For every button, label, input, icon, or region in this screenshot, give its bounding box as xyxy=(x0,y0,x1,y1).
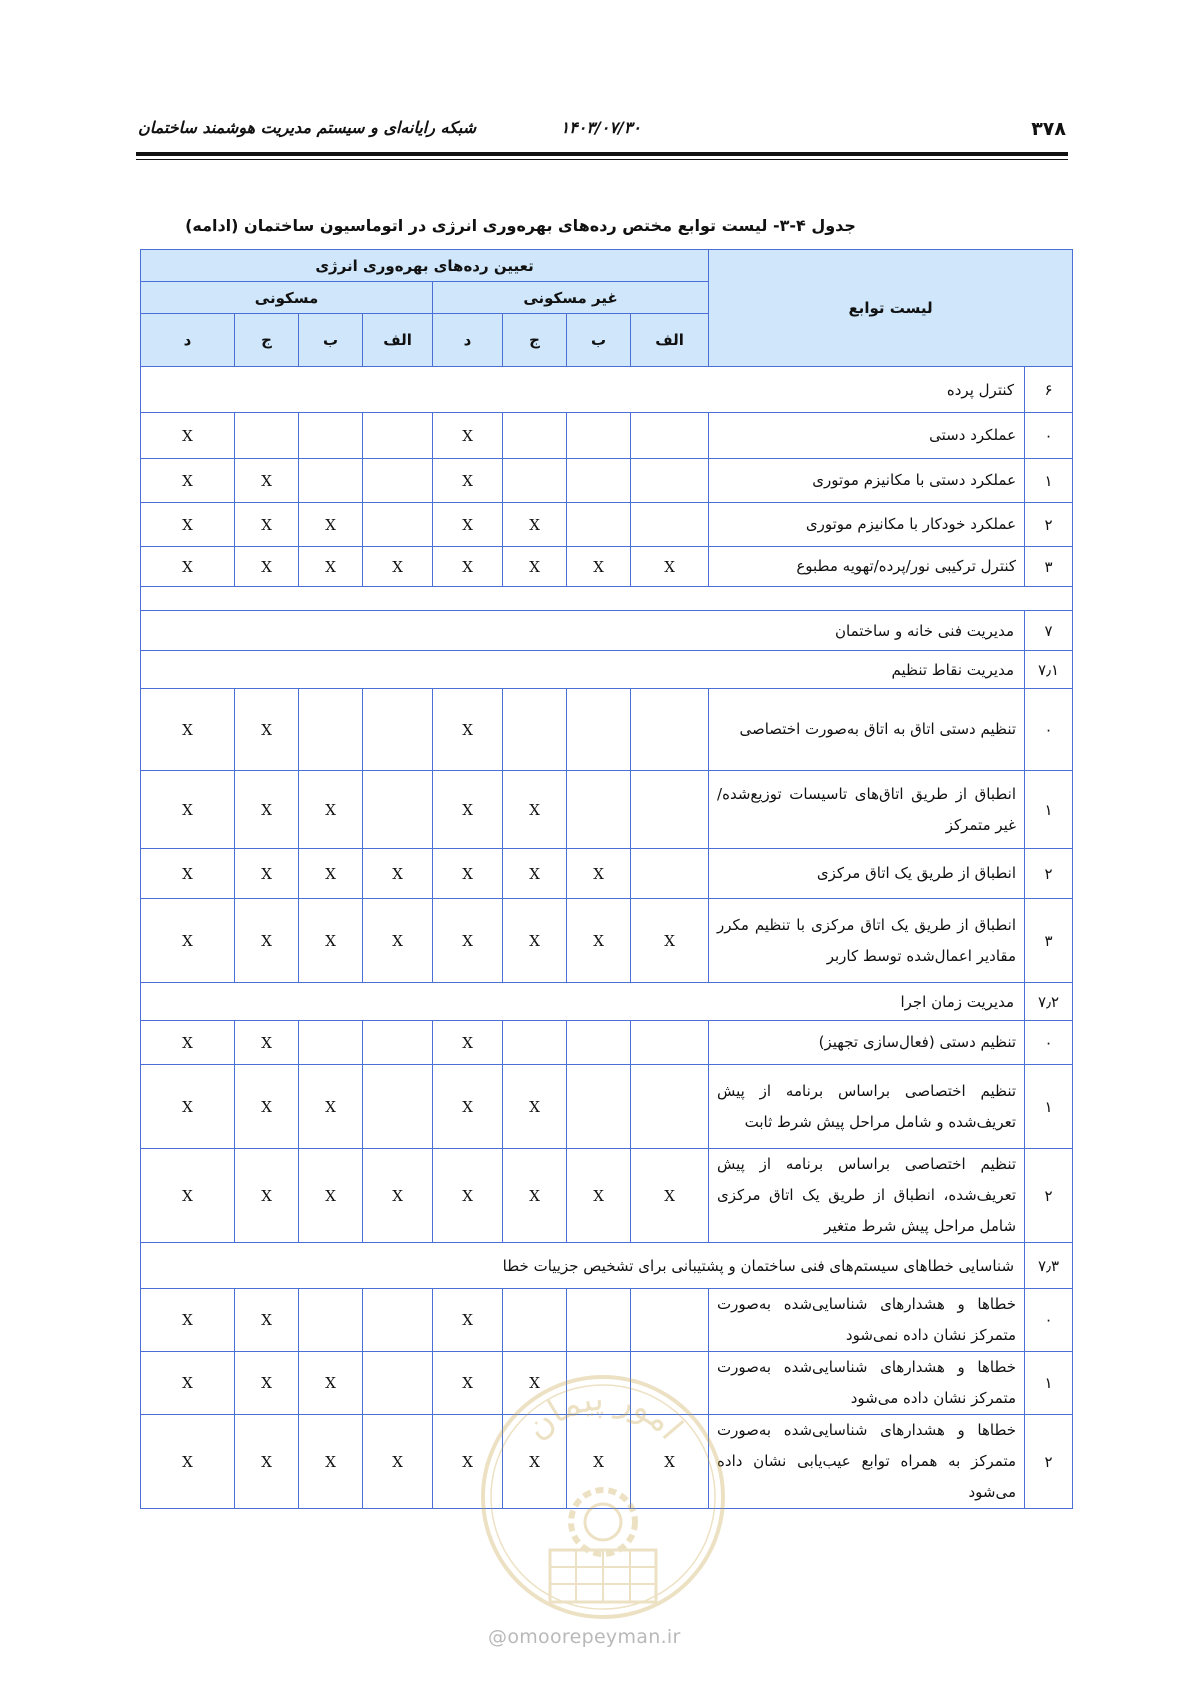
function-name: تنظیم اختصاصی براساس برنامه از پیش تعریف‌شده و شامل مراحل پیش شرط ثابت xyxy=(709,1065,1025,1149)
function-name: تنظیم اختصاصی براساس برنامه از پیش تعریف‌شده، انطباق از طریق یک اتاق مرکزی شامل مراحل پیش شرط متغیر xyxy=(709,1149,1025,1243)
class-mark: X xyxy=(141,1352,235,1415)
table-row xyxy=(141,413,1073,459)
class-mark: X xyxy=(299,503,363,547)
function-name: انطباق از طریق یک اتاق مرکزی با تنظیم مکرر مقادیر اعمال‌شده توسط کاربر xyxy=(709,899,1025,983)
row-number: ۲ xyxy=(1025,503,1073,547)
row-number: ۰ xyxy=(1025,1021,1073,1065)
class-mark xyxy=(503,1289,567,1352)
class-mark: X xyxy=(433,849,503,899)
class-mark: X xyxy=(433,1289,503,1352)
function-name: تنظیم دستی (فعال‌سازی تجهیز) xyxy=(709,1021,1025,1065)
section-row xyxy=(141,651,1073,689)
function-name: تنظیم دستی اتاق به اتاق به‌صورت اختصاصی xyxy=(709,689,1025,771)
row-number: ۱ xyxy=(1025,771,1073,849)
header-date: ۱۴۰۳/۰۷/۳۰ xyxy=(560,118,641,137)
class-mark xyxy=(567,459,631,503)
class-mark: X xyxy=(141,459,235,503)
energy-class-table xyxy=(140,249,1073,1509)
class-mark: X xyxy=(503,1149,567,1243)
section-title: کنترل پرده xyxy=(141,367,1025,413)
class-mark: X xyxy=(299,1352,363,1415)
watermark-text: omoorepeyman.ir xyxy=(507,1626,681,1648)
section-row xyxy=(141,367,1073,413)
class-mark: X xyxy=(235,771,299,849)
col-header-nr-dal: د xyxy=(433,314,503,367)
class-mark: X xyxy=(141,1065,235,1149)
class-mark xyxy=(567,413,631,459)
table-row xyxy=(141,547,1073,587)
function-name: عملکرد خودکار با مکانیزم موتوری xyxy=(709,503,1025,547)
class-mark: X xyxy=(363,849,433,899)
class-mark xyxy=(503,689,567,771)
section-row xyxy=(141,611,1073,651)
row-number: ۲ xyxy=(1025,849,1073,899)
function-name: خطاها و هشدارهای شناسایی‌شده به‌صورت متمرکز نشان داده نمی‌شود xyxy=(709,1289,1025,1352)
class-mark: X xyxy=(299,1415,363,1509)
class-mark xyxy=(299,459,363,503)
section-title: مدیریت فنی خانه و ساختمان xyxy=(141,611,1025,651)
class-mark xyxy=(299,413,363,459)
class-mark: X xyxy=(567,1415,631,1509)
col-header-class-group: تعیین رده‌های بهره‌وری انرژی xyxy=(141,250,709,282)
section-title: مدیریت نقاط تنظیم xyxy=(141,651,1025,689)
class-mark xyxy=(363,1289,433,1352)
table-caption: جدول ۴-۳- لیست توابع مختص رده‌های بهره‌وری انرژی در اتوماسیون ساختمان (ادامه) xyxy=(185,216,856,235)
class-mark: X xyxy=(433,1021,503,1065)
function-name: عملکرد دستی xyxy=(709,413,1025,459)
row-number: ۲ xyxy=(1025,1149,1073,1243)
col-header-residential: مسکونی xyxy=(141,282,433,314)
class-mark xyxy=(363,459,433,503)
class-mark: X xyxy=(299,899,363,983)
class-mark: X xyxy=(567,899,631,983)
class-mark: X xyxy=(235,547,299,587)
class-mark xyxy=(631,459,709,503)
table-row xyxy=(141,689,1073,771)
class-mark: X xyxy=(141,1149,235,1243)
class-mark xyxy=(299,689,363,771)
class-mark: X xyxy=(363,899,433,983)
table-row xyxy=(141,459,1073,503)
class-mark xyxy=(567,1352,631,1415)
col-header-r-alef: الف xyxy=(363,314,433,367)
class-mark xyxy=(567,1021,631,1065)
class-mark: X xyxy=(141,1021,235,1065)
class-mark xyxy=(299,1289,363,1352)
class-mark: X xyxy=(141,413,235,459)
class-mark xyxy=(631,1065,709,1149)
class-mark: X xyxy=(235,1289,299,1352)
class-mark: X xyxy=(503,547,567,587)
class-mark: X xyxy=(631,899,709,983)
row-number: ۱ xyxy=(1025,459,1073,503)
class-mark: X xyxy=(567,547,631,587)
class-mark xyxy=(631,771,709,849)
class-mark: X xyxy=(141,1415,235,1509)
function-name: کنترل ترکیبی نور/پرده/تهویه مطبوع xyxy=(709,547,1025,587)
class-mark xyxy=(363,771,433,849)
class-mark xyxy=(503,413,567,459)
class-mark xyxy=(363,503,433,547)
class-mark: X xyxy=(235,1149,299,1243)
class-mark xyxy=(363,1352,433,1415)
class-mark: X xyxy=(433,459,503,503)
watermark-url: @omoorepeyman.ir xyxy=(488,1626,681,1648)
class-mark: X xyxy=(235,459,299,503)
class-mark xyxy=(235,413,299,459)
class-mark: X xyxy=(631,1149,709,1243)
class-mark: X xyxy=(433,503,503,547)
class-mark: X xyxy=(141,689,235,771)
class-mark: X xyxy=(141,899,235,983)
page-number: ۳۷۸ xyxy=(1031,118,1066,140)
class-mark xyxy=(631,413,709,459)
table-row xyxy=(141,1021,1073,1065)
header-rule-thin xyxy=(136,159,1068,160)
table-row xyxy=(141,771,1073,849)
class-mark: X xyxy=(567,1149,631,1243)
section-row xyxy=(141,983,1073,1021)
class-mark: X xyxy=(503,849,567,899)
class-mark xyxy=(363,689,433,771)
class-mark: X xyxy=(141,771,235,849)
row-number: ۲ xyxy=(1025,1415,1073,1509)
table-row xyxy=(141,1289,1073,1352)
class-mark: X xyxy=(363,1149,433,1243)
class-mark: X xyxy=(141,503,235,547)
class-mark: X xyxy=(299,1149,363,1243)
class-mark xyxy=(363,413,433,459)
class-mark: X xyxy=(235,503,299,547)
row-number: ۷٫۱ xyxy=(1025,651,1073,689)
class-mark: X xyxy=(235,1065,299,1149)
table-row xyxy=(141,503,1073,547)
header-rule-thick xyxy=(136,152,1068,156)
class-mark xyxy=(503,459,567,503)
class-mark xyxy=(567,771,631,849)
class-mark: X xyxy=(631,1415,709,1509)
section-title: مدیریت زمان اجرا xyxy=(141,983,1025,1021)
class-mark: X xyxy=(433,1352,503,1415)
class-mark xyxy=(631,503,709,547)
col-header-nr-be: ب xyxy=(567,314,631,367)
class-mark: X xyxy=(503,771,567,849)
blank-row xyxy=(141,587,1073,611)
class-mark: X xyxy=(299,547,363,587)
row-number: ۱ xyxy=(1025,1352,1073,1415)
class-mark: X xyxy=(433,689,503,771)
function-name: انطباق از طریق یک اتاق مرکزی xyxy=(709,849,1025,899)
class-mark: X xyxy=(631,547,709,587)
class-mark xyxy=(631,1289,709,1352)
col-header-nr-jim: ج xyxy=(503,314,567,367)
row-number: ۳ xyxy=(1025,547,1073,587)
class-mark: X xyxy=(235,689,299,771)
table-row xyxy=(141,1149,1073,1243)
class-mark xyxy=(299,1021,363,1065)
class-mark xyxy=(567,1289,631,1352)
class-mark: X xyxy=(235,899,299,983)
function-name: عملکرد دستی با مکانیزم موتوری xyxy=(709,459,1025,503)
table-row xyxy=(141,1352,1073,1415)
class-mark: X xyxy=(433,899,503,983)
class-mark: X xyxy=(141,849,235,899)
class-mark: X xyxy=(433,547,503,587)
class-mark xyxy=(631,1021,709,1065)
class-mark xyxy=(363,1021,433,1065)
col-header-non-residential: غیر مسکونی xyxy=(433,282,709,314)
col-header-r-dal: د xyxy=(141,314,235,367)
class-mark: X xyxy=(235,1021,299,1065)
col-header-r-be: ب xyxy=(299,314,363,367)
table-row xyxy=(141,1415,1073,1509)
row-number: ۶ xyxy=(1025,367,1073,413)
section-row xyxy=(141,1243,1073,1289)
class-mark xyxy=(503,1021,567,1065)
blank-cell xyxy=(141,587,1073,611)
class-mark: X xyxy=(235,1352,299,1415)
class-mark: X xyxy=(503,503,567,547)
class-mark: X xyxy=(299,771,363,849)
section-title: شناسایی خطاهای سیستم‌های فنی ساختمان و پشتیبانی برای تشخیص جزییات خطا xyxy=(141,1243,1025,1289)
col-header-nr-alef: الف xyxy=(631,314,709,367)
class-mark: X xyxy=(503,1352,567,1415)
class-mark: X xyxy=(433,1415,503,1509)
function-name: انطباق از طریق اتاق‌های تاسیسات توزیع‌شده/غیر متمرکز xyxy=(709,771,1025,849)
class-mark xyxy=(567,1065,631,1149)
class-mark: X xyxy=(235,849,299,899)
col-header-function-list: لیست توابع xyxy=(709,250,1073,367)
class-mark xyxy=(631,689,709,771)
class-mark: X xyxy=(433,1149,503,1243)
row-number: ۰ xyxy=(1025,689,1073,771)
class-mark xyxy=(631,849,709,899)
class-mark: X xyxy=(363,547,433,587)
row-number: ۷ xyxy=(1025,611,1073,651)
col-header-r-jim: ج xyxy=(235,314,299,367)
class-mark: X xyxy=(433,771,503,849)
class-mark: X xyxy=(299,849,363,899)
table-row xyxy=(141,1065,1073,1149)
class-mark xyxy=(363,1065,433,1149)
class-mark: X xyxy=(141,547,235,587)
function-name: خطاها و هشدارهای شناسایی‌شده به‌صورت متمرکز نشان داده می‌شود xyxy=(709,1352,1025,1415)
function-name: خطاها و هشدارهای شناسایی‌شده به‌صورت متمرکز به همراه توابع عیب‌یابی نشان داده می‌شود xyxy=(709,1415,1025,1509)
class-mark: X xyxy=(503,899,567,983)
class-mark xyxy=(567,503,631,547)
class-mark xyxy=(567,689,631,771)
class-mark: X xyxy=(363,1415,433,1509)
row-number: ۳ xyxy=(1025,899,1073,983)
stamp-text: امور پیمان xyxy=(517,1378,691,1448)
book-title: شبکه رایانه‌ای و سیستم مدیریت هوشمند ساختمان xyxy=(138,118,477,137)
class-mark: X xyxy=(235,1415,299,1509)
table-row xyxy=(141,849,1073,899)
row-number: ۰ xyxy=(1025,1289,1073,1352)
class-mark: X xyxy=(503,1065,567,1149)
class-mark: X xyxy=(433,413,503,459)
class-mark: X xyxy=(567,849,631,899)
table-row xyxy=(141,899,1073,983)
page-header xyxy=(138,118,1066,148)
class-mark xyxy=(631,1352,709,1415)
class-mark: X xyxy=(299,1065,363,1149)
class-mark: X xyxy=(141,1289,235,1352)
class-mark: X xyxy=(433,1065,503,1149)
row-number: ۷٫۳ xyxy=(1025,1243,1073,1289)
row-number: ۰ xyxy=(1025,413,1073,459)
row-number: ۷٫۲ xyxy=(1025,983,1073,1021)
row-number: ۱ xyxy=(1025,1065,1073,1149)
class-mark: X xyxy=(503,1415,567,1509)
